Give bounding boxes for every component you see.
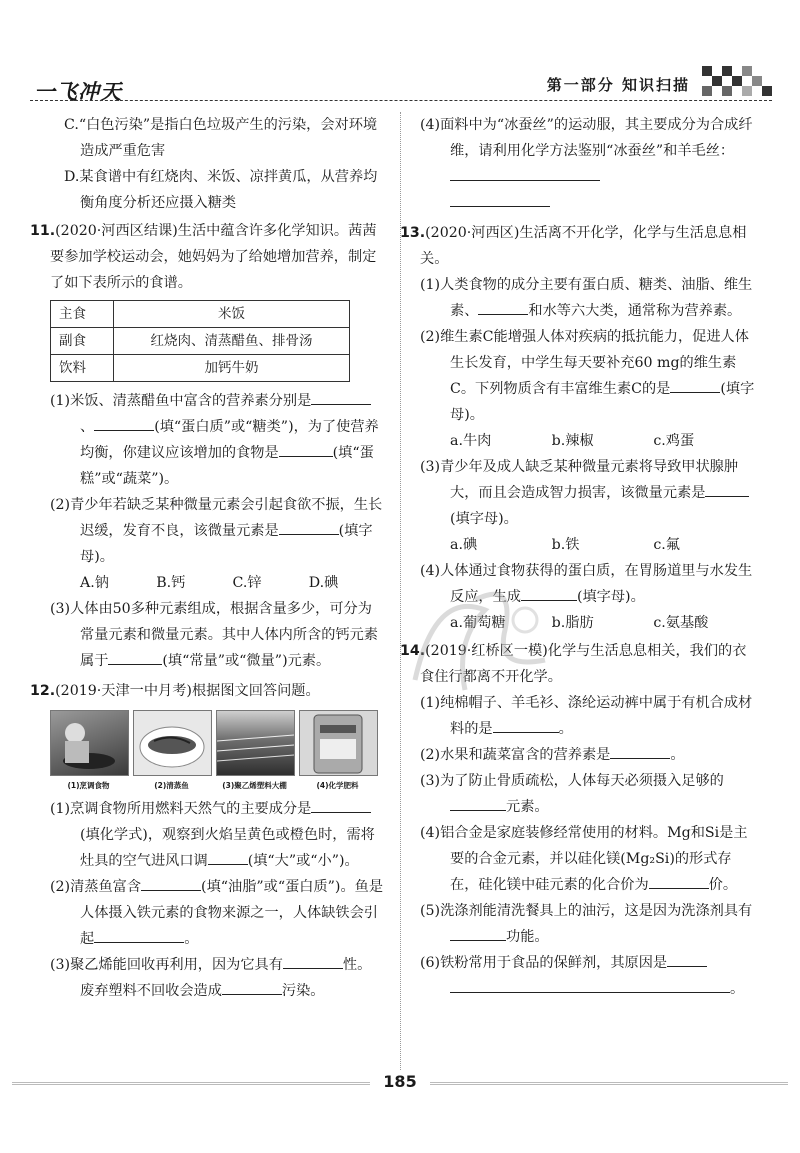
q13-sub1: (1)人类食物的成分主要有蛋白质、糖类、油脂、维生素、 和水等六大类，通常称为营养素。 — [420, 277, 753, 319]
q11-sub4: (4)面料中为“冰蚕丝”的运动服，其主要成分为合成纤维，请利用化学方法鉴别“冰蚕丝”和羊毛丝： — [420, 112, 755, 216]
answer-blank[interactable] — [311, 388, 371, 405]
brand-title: 一飞冲天 — [34, 80, 122, 104]
q11-sub3: (3)人体由50多种元素组成，根据含量多少，可分为常量元素和微量元素。其中人体内所含的钙元素属于 (填“常量”或“微量”)元素。 — [50, 601, 378, 669]
table-row: 饮料 加钙牛奶 — [51, 355, 350, 382]
q14-sub4: (4)铝合金是家庭装修经常使用的材料。Mg和Si是主要的合金元素，并以硅化镁(Mg₂Si)的形式存在，硅化镁中硅元素的化合价为 价。 — [420, 825, 748, 893]
answer-blank[interactable] — [450, 164, 600, 181]
answer-blank[interactable] — [670, 376, 720, 393]
answer-blank[interactable] — [283, 952, 343, 969]
answer-blank[interactable] — [94, 414, 154, 431]
section-title: 第一部分 知识扫描 — [546, 76, 690, 94]
photo-fertilizer: (4)化学肥料 — [299, 710, 376, 792]
q12-sub2: (2)清蒸鱼富含 (填“油脂”或“蛋白质”)。鱼是人体摄入铁元素的食物来源之一，人体缺铁会引起 。 — [50, 874, 385, 952]
table-row: 主食 米饭 — [51, 301, 350, 328]
q13-sub3: (3)青少年及成人缺乏某种微量元素将导致甲状腺肿大，而且会造成智力损害，该微量元素是(填字母)。 — [420, 454, 755, 532]
q12-sub1: (1)烹调食物所用燃料天然气的主要成分是(填化学式)，观察到火焰呈黄色或橙色时，需将灶具的空气进风口调 (填“大”或“小”)。 — [50, 796, 385, 874]
photo-row — [50, 710, 385, 792]
q13-sub4-options: a.葡萄糖 b.脂肪 c.氨基酸 — [450, 615, 709, 631]
header-rule — [30, 100, 772, 101]
table-row: 副食 红烧肉、清蒸醋鱼、排骨汤 — [51, 328, 350, 355]
photo-steamed-fish: (2)清蒸鱼 — [133, 710, 210, 792]
answer-blank[interactable] — [450, 190, 550, 207]
q14-sub2: (2)水果和蔬菜富含的营养素是 。 — [420, 742, 755, 768]
answer-blank[interactable] — [94, 926, 184, 943]
answer-blank[interactable] — [450, 794, 506, 811]
answer-blank[interactable] — [610, 742, 670, 759]
q12-sub3: (3)聚乙烯能回收再利用，因为它具有 性。废弃塑料不回收会造成 污染。 — [50, 952, 385, 1004]
photo-greenhouse: (3)聚乙烯塑料大棚 — [216, 710, 293, 792]
answer-blank[interactable] — [649, 872, 709, 889]
q11-sub2: (2)青少年若缺乏某种微量元素会引起食欲不振，生长迟缓，发育不良，该微量元素是 (填字母)。 — [50, 497, 383, 565]
answer-blank[interactable] — [141, 874, 201, 891]
question-14: 14.(2019·红桥区一模)化学与生活息息相关，我们的衣食住行都离不开化学。 — [400, 643, 747, 685]
checker-decoration-icon — [702, 66, 772, 96]
watermark-logo-icon — [395, 570, 575, 710]
photo-cooking: (1)烹调食物 — [50, 710, 127, 792]
answer-blank[interactable] — [493, 716, 559, 733]
q14-sub3: (3)为了防止骨质疏松，人体每天必须摄入足够的元素。 — [420, 773, 724, 815]
answer-blank[interactable] — [450, 924, 506, 941]
answer-blank[interactable] — [667, 950, 707, 967]
option-d: D.某食谱中有红烧肉、米饭、凉拌黄瓜，从营养均衡角度分析还应摄入糖类 — [64, 169, 378, 211]
q14-sub5: (5)洗涤剂能清洗餐具上的油污，这是因为洗涤剂具有功能。 — [420, 903, 753, 945]
option-c: C.“白色污染”是指白色垃圾产生的污染，会对环境造成严重危害 — [64, 117, 378, 159]
answer-blank[interactable] — [208, 848, 248, 865]
q14-sub6: (6)铁粉常用于食品的保鲜剂，其原因是 。 — [420, 950, 755, 1002]
answer-blank[interactable] — [478, 298, 528, 315]
answer-blank[interactable] — [279, 518, 339, 535]
question-13: 13.(2020·河西区)生活离不开化学，化学与生活息息相关。 — [400, 225, 747, 267]
question-11: 11.(2020·河西区结课)生活中蕴含许多化学知识。茜茜要参加学校运动会，她妈妈为了给她增加营养，制定了如下表所示的食谱。 — [30, 223, 377, 291]
answer-blank[interactable] — [705, 480, 749, 497]
answer-blank[interactable] — [311, 796, 371, 813]
answer-blank[interactable] — [279, 440, 333, 457]
q13-sub3-options: a.碘 b.铁 c.氟 — [450, 537, 680, 553]
q13-sub2-options: a.牛肉 b.辣椒 c.鸡蛋 — [450, 433, 695, 449]
q11-options: A.钠 B.钙 C.锌 D.碘 — [80, 575, 339, 591]
answer-blank[interactable] — [108, 648, 162, 665]
q14-sub1: (1)纯棉帽子、羊毛衫、涤纶运动裤中属于有机合成材料的是 。 — [420, 695, 753, 737]
q13-sub4: (4)人体通过食物获得的蛋白质，在胃肠道里与水发生反应，生成 (填字母)。 — [420, 563, 753, 605]
answer-blank[interactable] — [222, 978, 282, 995]
answer-blank[interactable] — [450, 976, 730, 993]
page-number: 185 — [370, 1070, 430, 1094]
recipe-table — [50, 300, 350, 382]
left-column — [30, 112, 385, 1004]
question-12: 12.(2019·天津一中月考)根据图文回答问题。 — [30, 683, 320, 699]
q13-sub2: (2)维生素C能增强人体对疾病的抵抗能力，促进人体生长发育，中学生每天要补充60 mg的维生素C。下列物质含有丰富维生素C的是 (填字母)。 — [420, 329, 755, 423]
page-header — [30, 62, 772, 102]
q11-sub1: (1)米饭、清蒸醋鱼中富含的营养素分别是、 (填“蛋白质”或“糖类”)，为了使营养均衡，你建议应该增加的食物是 (填“蛋糕”或“蔬菜”)。 — [50, 388, 385, 492]
right-column — [400, 112, 755, 1002]
